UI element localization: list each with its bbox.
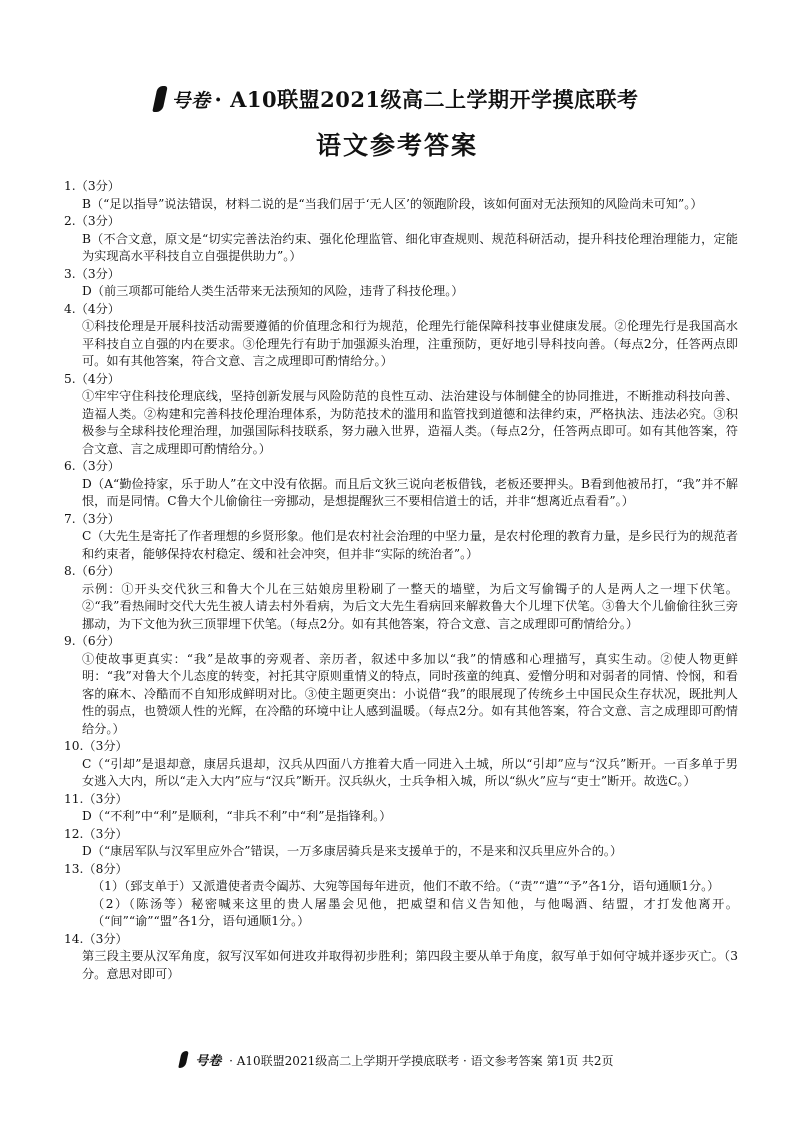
exam-title-text: · A10联盟2021级高二上学期开学摸底联考 bbox=[214, 87, 639, 112]
question-number: 3.（3分） bbox=[64, 266, 120, 281]
answer-text: ①科技伦理是开展科技活动需要遵循的价值理念和行为规范，伦理先行能保障科技事业健康发展。②伦理先行是我国高水平科技自立自强的内在要求。③伦理先行有助于加强源头治理，注重预防，更好地引导科技向善。（每点2分，任答两点即可。如有其他答案，符合文意、言之成理即可酌情给分。） bbox=[82, 319, 738, 368]
answer-text: 示例：①开头交代狄三和鲁大个儿在三姑娘房里粉刷了一整天的墙壁，为后文写偷镯子的人是两人之一埋下伏笔。②“我”看热闹时交代大先生被人请去村外看病，为后文大先生看病回来解救鲁大个儿埋下伏笔。③鲁大个儿偷偷往狄三旁挪动，为下文他为狄三顶罪埋下伏笔。（每点2分。如有其他答案，符合文意、言之成理即可酌情给分。） bbox=[82, 581, 738, 631]
answer-text: D（“康居军队与汉军里应外合”错误，一万多康居骑兵是来支援单于的，不是来和汉兵里应外合的。） bbox=[82, 844, 623, 858]
page-header bbox=[0, 84, 794, 162]
answer-text: B（“足以指导”说法错误，材料二说的是“当我们居于‘无人区’的领跑阶段，该如何面对无法预知的风险尚未可知”。） bbox=[82, 196, 703, 211]
footer-text: · A10联盟2021级高二上学期开学摸底联考 · 语文参考答案 第1页 共2页 bbox=[229, 1054, 614, 1068]
answer-item bbox=[64, 266, 738, 301]
question-number: 11.（3分） bbox=[64, 791, 128, 806]
answer-text: D（A“勤俭持家，乐于助人”在文中没有依据。而且后文狄三说向老板借钱，老板还要押头。B看到他被吊打，“我”并不解恨，而是同情。C鲁大个儿偷偷往一旁挪动，是想提醒狄三不要相信道士的话，并非“想离近点看看”。） bbox=[82, 476, 738, 508]
question-number: 6.（3分） bbox=[64, 459, 120, 473]
answer-subitem: （1）（郅支单于）又派遣使者责令阖苏、大宛等国每年进贡，他们不敢不给。（“责”“遣”“予”各1分，语句通顺1分。） bbox=[92, 879, 720, 893]
answer-text: 第三段主要从汉军角度，叙写汉军如何进攻并取得初步胜利；第四段主要从单于角度，叙写单于如何守城并逐步灭亡。（3分。意思对即可） bbox=[82, 949, 738, 981]
question-number: 10.（3分） bbox=[64, 739, 128, 753]
answer-text: B（不合文意，原文是“切实完善法治约束、强化伦理监管、细化审查规则、规范科研活动，提升科技伦理治理能力，定能为实现高水平科技自立自强提供助力”。） bbox=[82, 231, 738, 263]
answer-item bbox=[64, 213, 738, 266]
answer-text: C（大先生是寄托了作者理想的乡贤形象。他们是农村社会治理的中坚力量，是农村伦理的教育力量，是乡民行为的规范者和约束者，能够保持农村稳定、缓和社会冲突，但并非“实际的统治者”。） bbox=[82, 529, 738, 561]
answer-item bbox=[64, 791, 738, 826]
question-number: 4.（4分） bbox=[64, 301, 120, 316]
question-number: 5.（4分） bbox=[64, 371, 120, 386]
answer-text: D（前三项都可能给人类生活带来无法预知的风险，违背了科技伦理。） bbox=[82, 284, 464, 298]
question-number: 7.（3分） bbox=[64, 511, 120, 526]
footer-logo-icon bbox=[179, 1051, 190, 1068]
page-footer bbox=[0, 1050, 794, 1069]
brand-logo-icon bbox=[153, 86, 169, 112]
answer-text: ①使故事更真实：“我”是故事的旁观者、亲历者，叙述中多加以“我”的情感和心理描写，真实生动。②使人物更鲜明：“我”对鲁大个儿态度的转变，衬托其守原则重情义的特点，同时孩童的纯真、爱憎分明和对弱者的同情、怜悯，和看客的麻木、冷酷而不自知形成鲜明对比。③使主题更突出：小说借“我”的眼展现了传统乡土中国民众生存状况，既批判人性的弱点，也赞颂人性的光辉，在冷酷的环境中让人感到温暖。（每点2分。如有其他答案，符合文意、言之成理即可酌情给分。） bbox=[82, 651, 738, 736]
answer-text: ①牢牢守住科技伦理底线，坚持创新发展与风险防范的良性互动、法治建设与体制健全的协同推进，不断推动科技向善、造福人类。②构建和完善科技伦理治理体系，为防范技术的滥用和监管找到道德和法律约束，严格执法、违法必究。③积极参与全球科技伦理治理，加强国际科技联系，努力融入世界，造福人类。（每点2分，任答两点即可。如有其他答案，符合文意、言之成理即可酌情给分。） bbox=[82, 389, 738, 456]
question-number: 12.（3分） bbox=[64, 826, 128, 841]
question-number: 8.（6分） bbox=[64, 564, 120, 578]
answer-item bbox=[64, 301, 738, 371]
brand-logo-text: 号卷 bbox=[171, 89, 211, 112]
answer-item bbox=[64, 633, 738, 738]
answer-item bbox=[64, 178, 738, 213]
answer-item bbox=[64, 563, 738, 633]
question-number: 14.（3分） bbox=[64, 931, 128, 946]
answer-text: D（“不利”中“利”是顺利，“非兵不利”中“利”是指锋利。） bbox=[82, 809, 392, 823]
answer-item bbox=[64, 738, 738, 791]
answer-item bbox=[64, 511, 738, 564]
question-number: 2.（3分） bbox=[64, 214, 120, 228]
document-subtitle: 语文参考答案 bbox=[315, 131, 478, 160]
footer-logo-text: 号卷 bbox=[195, 1054, 222, 1069]
answer-item bbox=[64, 931, 738, 984]
question-number: 9.（6分） bbox=[64, 634, 120, 648]
exam-title bbox=[155, 84, 638, 114]
question-number: 1.（3分） bbox=[64, 179, 120, 193]
answer-item bbox=[64, 371, 738, 459]
answer-text: C（“引却”是退却意，康居兵退却，汉兵从四面八方推着大盾一同进入土城，所以“引却”应与“汉兵”断开。一百多单于男女逃入大内，所以“走入大内”应与“汉兵”断开。汉兵纵火，士兵争相入城，所以“纵火”应与“吏士”断开。故选C。） bbox=[82, 756, 738, 788]
answer-item bbox=[64, 861, 738, 931]
answer-subitem: （2）（陈汤等）秘密喊来这里的贵人屠墨会见他，把威望和信义告知他，与他喝酒、结盟，才打发他离开。（“间”“谕”“盟”各1分，语句通顺1分。） bbox=[92, 896, 738, 928]
answer-list bbox=[64, 178, 738, 983]
answer-item bbox=[64, 826, 738, 861]
answer-item bbox=[64, 458, 738, 511]
question-number: 13.（8分） bbox=[64, 861, 128, 876]
